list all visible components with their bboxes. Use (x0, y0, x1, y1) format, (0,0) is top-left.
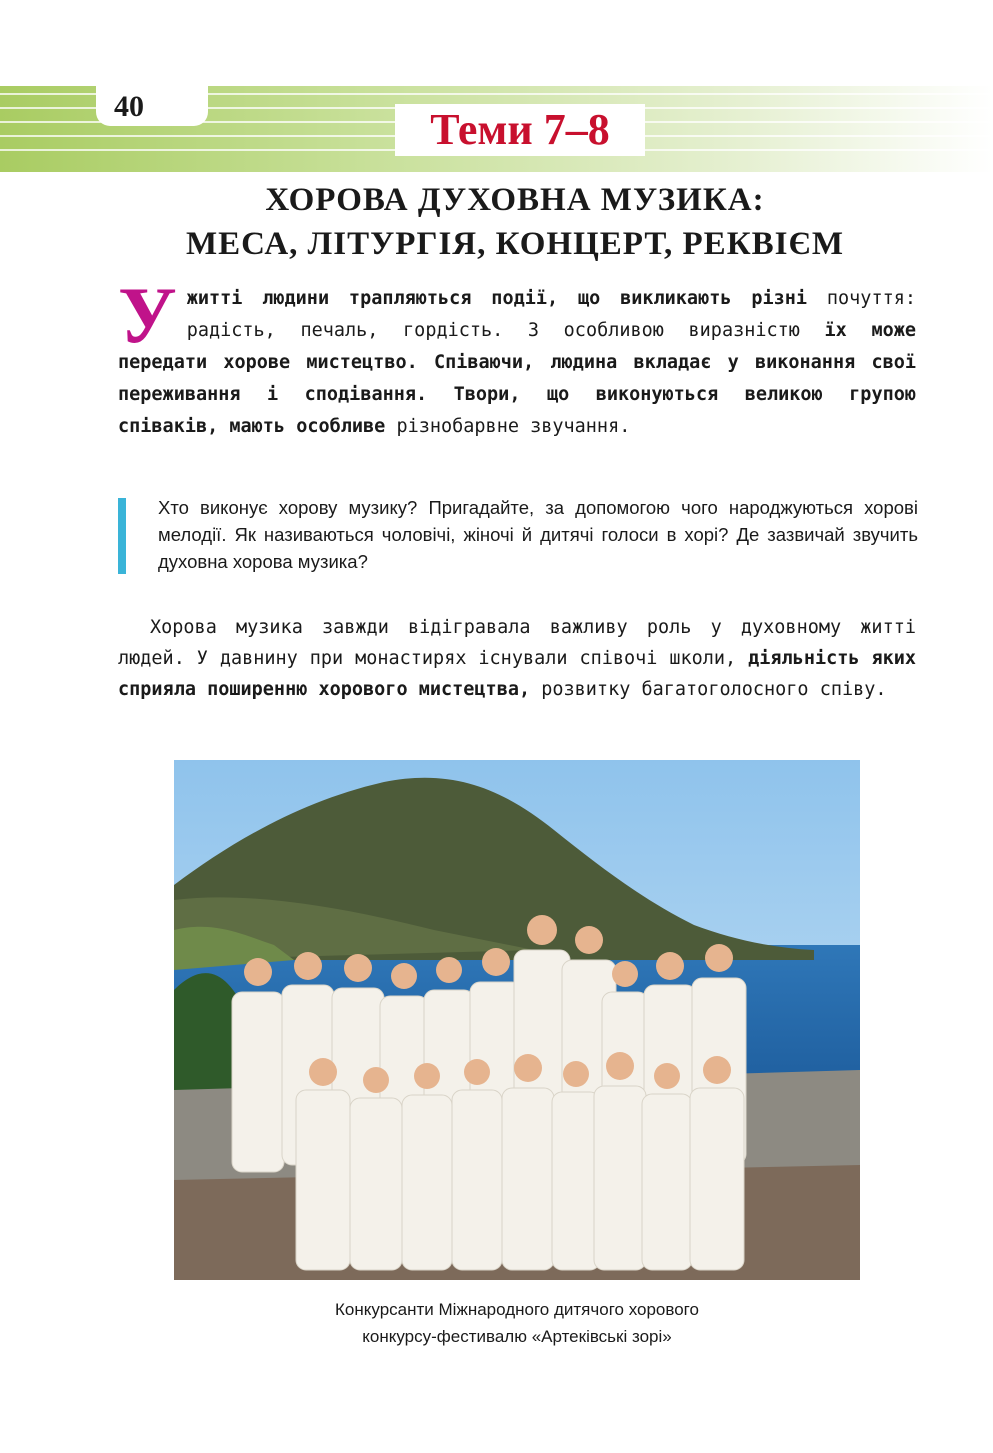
intro-text-1: житті людини трапляються події, що викликають різні (186, 288, 827, 309)
choir-photo-illustration (174, 760, 860, 1280)
question-accent-bar (118, 498, 126, 574)
question-block: Хто виконує хорову музику? Пригадайте, за допомогою чого народжуються хорові мелодії. Як називаються чоловічі, жіночі й дитячі голоси в хорі? Де зазвичай звучить духовна хорова музика? (158, 497, 918, 572)
body-text-2: розвитку багатоголосного співу. (530, 679, 887, 700)
intro-text-4: різнобарвне звучання. (396, 416, 631, 437)
page-title (110, 178, 920, 266)
drop-cap: У (118, 272, 177, 360)
title-line-2: МЕСА, ЛІТУРГІЯ, КОНЦЕРТ, РЕКВІЄМ (185, 226, 845, 262)
caption-line-1: Конкурсанти Міжнародного дитячого хорового (335, 1300, 699, 1319)
page-number: 40 (114, 90, 144, 123)
body-text-bold: діяльність яких сприяла поширенню хорового мистецтва, (118, 648, 916, 700)
topic-title: Теми 7–8 (395, 104, 645, 156)
intro-paragraph (118, 272, 916, 443)
intro-text-2: почуття: радість, печаль, гордість. З особливою виразністю (186, 288, 916, 341)
title-line-1: ХОРОВА ДУХОВНА МУЗИКА: (265, 182, 765, 218)
body-paragraph (118, 612, 916, 705)
intro-text-3: їх може передати хорове мистецтво. Співаючи, людина вкладає у виконання свої переживання і сподівання. Твори, що виконуються великою групою співаків, мають особливе (118, 320, 916, 437)
choir-singers (232, 950, 746, 1270)
page-number-tab (96, 86, 208, 126)
photo-caption (174, 1296, 860, 1350)
body-text-1: Хорова музика завжди відігравала важливу роль у духовному житті людей. У давнину при монастирях існували співочі школи, (118, 617, 916, 669)
caption-line-2: конкурсу-фестивалю «Артеківські зорі» (362, 1327, 672, 1346)
choir-photo (174, 760, 860, 1280)
